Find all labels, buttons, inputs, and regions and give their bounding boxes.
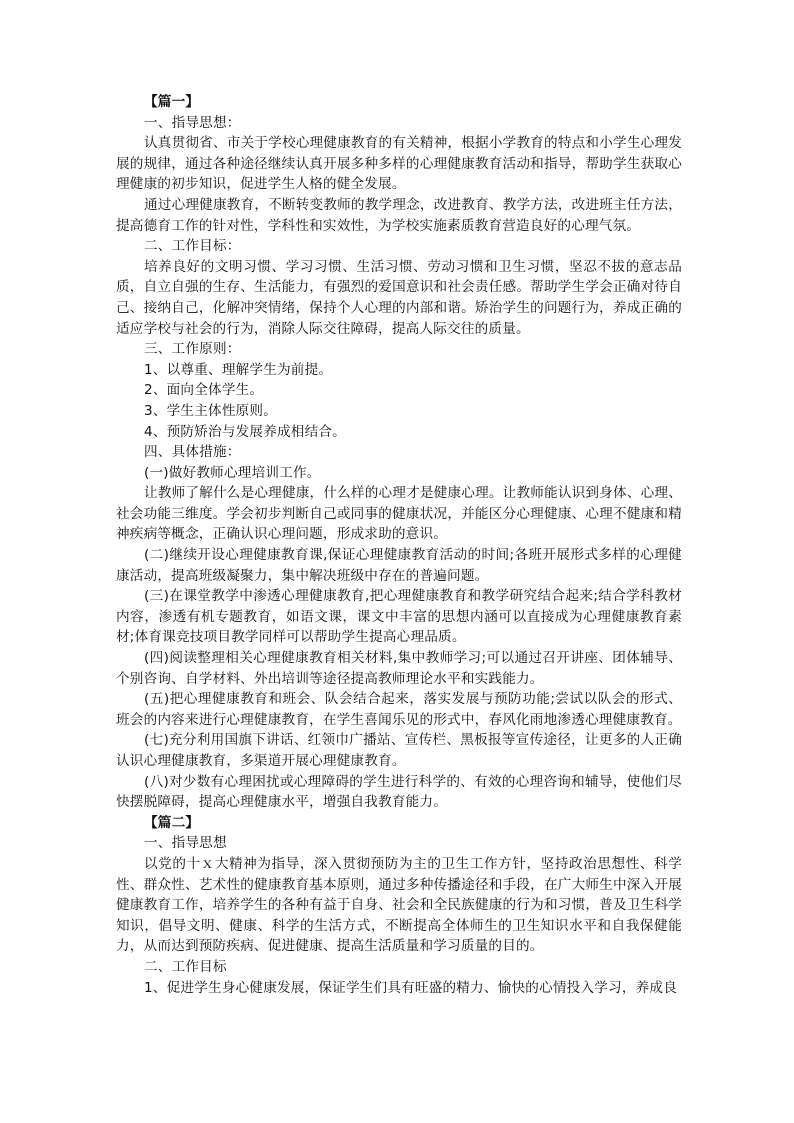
paragraph: (四)阅读整理相关心理健康教育相关材料,集中教师学习;可以通过召开讲座、团体辅导、个别咨询、自学材料、外出培训等途径提高教师理论水平和实践能力。	[116, 650, 682, 687]
section-heading: 一、指导思想：	[144, 114, 241, 131]
paragraph: 1、促进学生身心健康发展，保证学生们具有旺盛的精力、愉快的心情投入学习，养成良	[144, 979, 678, 996]
section-heading: 三、工作原则：	[144, 341, 241, 358]
paragraph: 培养良好的文明习惯、学习习惯、生活习惯、劳动习惯和卫生习惯，坚忍不拔的意志品质，自立自强的生存、生活能力，有强烈的爱国意识和社会责任感。帮助学生学会正确对待自己、接纳自己，化解冲突情绪，保持个人心理的内部和谐。矫治学生的问题行为，养成正确的适应学校与社会的行为，消除人际交往障碍，提高人际交往的质量。	[116, 258, 682, 337]
section-heading: 二、工作目标：	[144, 238, 241, 255]
subheading: (一)做好教师心理培训工作。	[144, 464, 321, 481]
paragraph: (五)把心理健康教育和班会、队会结合起来，落实发展与预防功能;尝试以队会的形式、班会的内容来进行心理健康教育，在学生喜闻乐见的形式中，春风化雨地渗透心理健康教育。	[116, 691, 682, 728]
paragraph: 认真贯彻省、市关于学校心理健康教育的有关精神，根据小学教育的特点和小学生心理发展的规律，通过各种途径继续认真开展多种多样的心理健康教育活动和指导，帮助学生获取心理健康的初步知识，促进学生人格的健全发展。	[116, 135, 682, 193]
section-heading: 四、具体措施：	[144, 444, 241, 461]
paragraph: (三)在课堂教学中渗透心理健康教育,把心理健康教育和教学研究结合起来;结合学科教材内容，渗透有机专题教育，如语文课，课文中丰富的思想内涵可以直接成为心理健康教育素材;体育课竞技项目教学同样可以帮助学生提高心理品质。	[116, 588, 682, 646]
list-item: 2、面向全体学生。	[144, 382, 264, 399]
paragraph: 让教师了解什么是心理健康，什么样的心理才是健康心理。让教师能认识到身体、心理、社会功能三维度。学会初步判断自己或同事的健康状况，并能区分心理健康、心理不健康和精神疾病等概念，正确认识心理问题，形成求助的意识。	[116, 485, 682, 543]
paragraph: 以党的十ｘ大精神为指导，深入贯彻预防为主的卫生工作方针，坚持政治思想性、科学性、群众性、艺术性的健康教育基本原则，通过多种传播途径和手段，在广大师生中深入开展健康教育工作，培养学生的各种有益于自身、社会和全民族健康的行为和习惯，普及卫生科学知识，倡导文明、健康、科学的生活方式，不断提高全体师生的卫生知识水平和自我保健能力，从而达到预防疾病、促进健康、提高生活质量和学习质量的目的。	[116, 855, 682, 955]
section-heading: 一、指导思想	[144, 835, 227, 852]
paragraph: (八)对少数有心理困扰或心理障碍的学生进行科学的、有效的心理咨询和辅导，使他们尽快摆脱障碍，提高心理健康水平，增强自我教育能力。	[116, 773, 682, 811]
document-page	[116, 92, 682, 998]
section-heading: 二、工作目标	[144, 958, 227, 975]
paragraph: (七)充分利用国旗下讲话、红领巾广播站、宣传栏、黑板报等宣传途径，让更多的人正确认识心理健康教育，多渠道开展心理健康教育。	[116, 732, 682, 769]
section-title: 【篇二】	[144, 814, 200, 831]
list-item: 4、预防矫治与发展养成相结合。	[144, 423, 346, 440]
paragraph: 通过心理健康教育，不断转变教师的教学理念，改进教育、教学方法，改进班主任方法，提高德育工作的针对性，学科性和实效性，为学校实施素质教育营造良好的心理气氛。	[116, 196, 682, 234]
list-item: 1、以尊重、理解学生为前提。	[144, 361, 333, 378]
paragraph: (二)继续开设心理健康教育课,保证心理健康教育活动的时间;各班开展形式多样的心理健康活动，提高班级凝聚力，集中解决班级中存在的普遍问题。	[116, 547, 682, 584]
section-title: 【篇一】	[144, 94, 200, 110]
list-item: 3、学生主体性原则。	[144, 402, 277, 419]
